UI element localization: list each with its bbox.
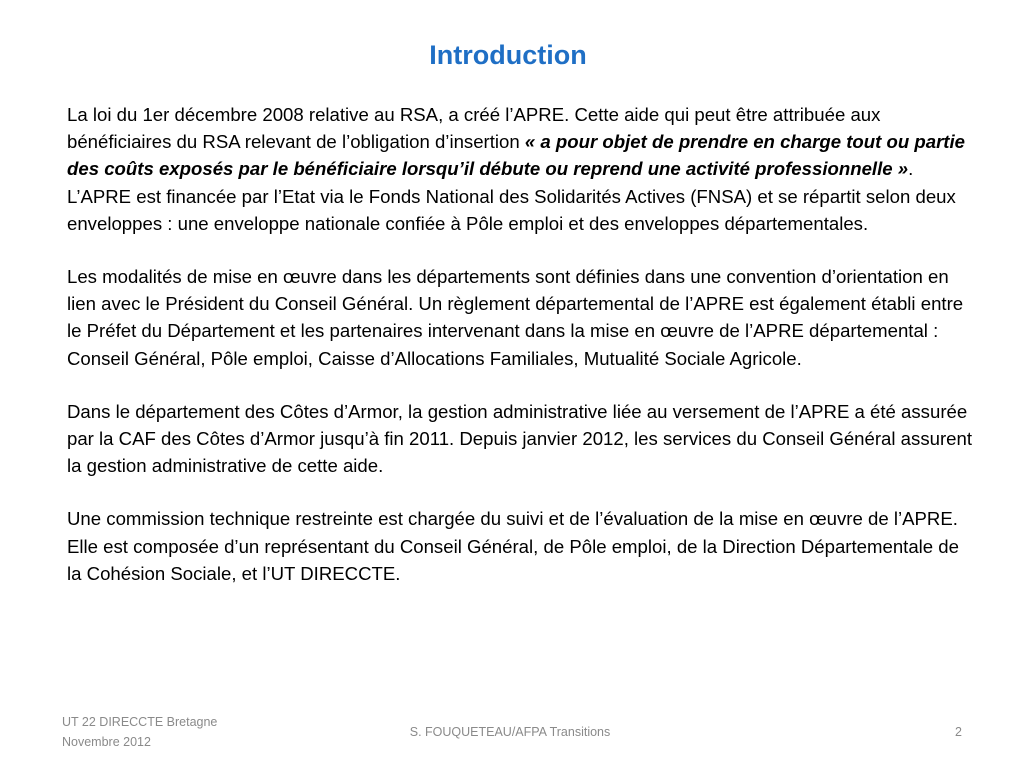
- footer-month: Novembre 2012: [62, 735, 151, 749]
- paragraph-cotes-d-armor: Dans le département des Côtes d’Armor, la gestion administrative liée au versement de l’APRE a été assurée par la CAF des Côtes d’Armor jusqu’à fin 2011. Depuis janvier 2012, les services du Conseil Général assurent la gestion administrative de cette aide.: [67, 400, 973, 477]
- paragraph-apre-introduction: [67, 101, 973, 237]
- footer-date: [62, 712, 312, 752]
- slide-body: [67, 101, 973, 587]
- paragraph-1-text-before: La loi du 1er décembre 2008 relative au RSA, a créé l’APRE. Cette aide qui peut être attribuée aux bénéficiaires du RSA relevant de l’obligation d’insertion: [67, 104, 881, 153]
- paragraph-modalites: Les modalités de mise en œuvre dans les départements sont définies dans une convention d’orientation en lien avec le Président du Conseil Général. Un règlement départemental de l’APRE est également établi entre le Préfet du Département et les partenaires intervenant dans la mise en œuvre de l’APRE départemental : Conseil Général, Pôle emploi, Caisse d’Allocations Familiales, Mutualité Sociale Agricole.: [67, 266, 964, 369]
- footer-organization: UT 22 DIRECCTE Bretagne: [62, 715, 218, 729]
- paragraph-1-quote: « a pour objet de prendre en charge tout ou partie des coûts exposés par le bénéficiaire lorsqu’il débute ou reprend une activité professionnelle »: [67, 131, 966, 180]
- footer-author: S. FOUQUETEAU/AFPA Transitions: [409, 725, 611, 739]
- slide-title: Introduction: [429, 40, 587, 70]
- paragraph-1-text-after: . L’APRE est financée par l’Etat via le Fonds National des Solidarités Actives (FNSA) et se répartit selon deux enveloppes : une enveloppe nationale confiée à Pôle emploi et des enveloppes départementales.: [67, 158, 956, 234]
- slide-number: 2: [955, 725, 962, 739]
- paragraph-commission: Une commission technique restreinte est chargée du suivi et de l’évaluation de la mise en œuvre de l’APRE. Elle est composée d’un représentant du Conseil Général, de Pôle emploi, de la Direction Départementale de la Cohésion Sociale, et l’UT DIRECCTE.: [67, 508, 959, 584]
